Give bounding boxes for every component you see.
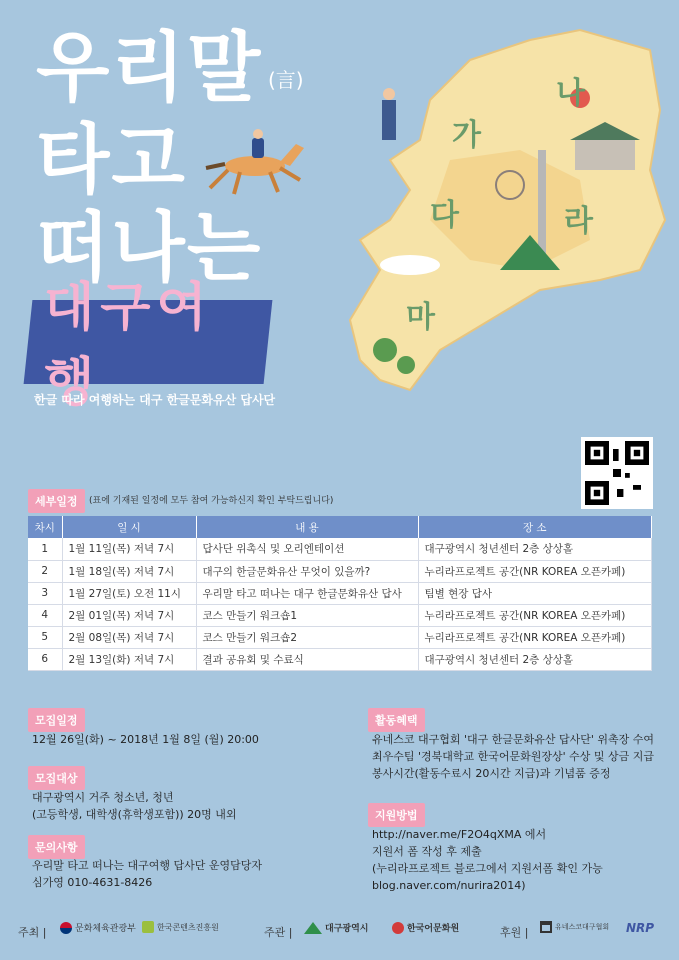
map-label-ma: 마	[406, 300, 435, 335]
row-place: 대구광역시 청년센터 2층 상상홀	[418, 648, 652, 670]
organizer-logo-2	[392, 921, 459, 934]
row-datetime: 2월 01일(목) 저녁 7시	[62, 604, 196, 626]
benefits-line3: 봉사시간(활동수료시 20시간 지급)과 기념품 증정	[372, 767, 611, 780]
map-label-ga: 가	[452, 118, 481, 153]
apply-line2: 지원서 폼 작성 후 제출	[372, 845, 482, 858]
table-row	[28, 582, 652, 604]
sponsor-label: 후원 |	[500, 926, 529, 939]
row-content: 코스 만들기 워크숍1	[196, 604, 418, 626]
daegu-map-illustration	[320, 20, 670, 400]
kocca-icon	[142, 921, 154, 933]
row-datetime: 1월 11일(목) 저녁 7시	[62, 538, 196, 560]
header-session: 차시	[28, 516, 62, 538]
taegeuk-icon	[60, 922, 72, 934]
footer	[0, 912, 679, 960]
apply-blog-url[interactable]: blog.naver.com/nurira2014)	[372, 879, 526, 892]
recruit-period-label: 모집일정	[28, 708, 85, 732]
row-content: 결과 공유회 및 수료식	[196, 648, 418, 670]
sponsor-name-1: 유네스코대구협회	[555, 923, 610, 931]
unesco-temple-icon	[540, 921, 552, 933]
benefits-line2: 최우수팀 '경북대학교 한국어문화원장상' 수상 및 상금 지급	[372, 750, 655, 763]
row-content: 우리말 타고 떠나는 대구 한글문화유산 답사	[196, 582, 418, 604]
title-line-1: 우리말	[36, 23, 263, 112]
row-place: 누리라프로젝트 공간(NR KOREA 오픈카페)	[418, 626, 652, 648]
recruit-target-line2: (고등학생, 대학생(휴학생포함)) 20명 내외	[32, 808, 237, 821]
schedule-label: 세부일정	[28, 489, 85, 513]
header-content: 내 용	[196, 516, 418, 538]
contact-line1: 우리말 타고 떠나는 대구여행 답사단 운영담당자	[32, 859, 263, 872]
host-logo-1	[60, 921, 136, 934]
organizer-label: 주관 |	[264, 926, 293, 939]
benefits-line1: 유네스코 대구협회 '대구 한글문화유산 답사단' 위촉장 수여	[372, 733, 655, 746]
recruit-target-label: 모집대상	[28, 766, 85, 790]
table-row	[28, 538, 652, 560]
row-place: 팀별 현장 답사	[418, 582, 652, 604]
korean-language-center-icon	[392, 922, 404, 934]
benefits-label: 활동혜택	[368, 708, 425, 732]
qr-code[interactable]	[581, 437, 653, 509]
row-content: 대구의 한글문화유산 무엇이 있을까?	[196, 560, 418, 582]
schedule-table	[28, 516, 652, 671]
organizer-logo-1	[304, 921, 368, 934]
host-name-2: 한국콘텐츠진흥원	[157, 922, 219, 932]
row-session: 6	[28, 648, 62, 670]
table-row	[28, 560, 652, 582]
apply-line3: (누리라프로젝트 블로그에서 지원서폼 확인 가능	[372, 862, 603, 875]
row-session: 3	[28, 582, 62, 604]
contact-label: 문의사항	[28, 835, 85, 859]
apply-url[interactable]: http://naver.me/F2O4qXMA 에서	[372, 828, 547, 841]
schedule-note: (표에 기재된 일정에 모두 참여 가능하신지 확인 부탁드립니다)	[89, 496, 334, 506]
row-datetime: 1월 18일(목) 저녁 7시	[62, 560, 196, 582]
map-label-da: 다	[430, 198, 459, 233]
title-hanja: (言)	[268, 68, 304, 92]
recruit-period-text: 12월 26일(화) ~ 2018년 1월 8일 (월) 20:00	[32, 733, 259, 746]
horse-rider-illustration	[200, 128, 310, 198]
row-session: 2	[28, 560, 62, 582]
sponsor-logo-2	[626, 921, 654, 935]
title-line-3: 떠나는	[36, 203, 263, 292]
sponsor-logo-1	[540, 921, 609, 933]
brush-title: 대구여행	[44, 277, 213, 413]
contact-line2[interactable]: 심가영 010-4631-8426	[32, 876, 153, 889]
organizer-name-2: 한국어문화원	[407, 924, 460, 934]
row-session: 1	[28, 538, 62, 560]
map-label-ra: 라	[564, 204, 593, 239]
apply-label: 지원방법	[368, 803, 425, 827]
row-datetime: 2월 08일(목) 저녁 7시	[62, 626, 196, 648]
table-row	[28, 626, 652, 648]
row-session: 5	[28, 626, 62, 648]
row-content: 코스 만들기 워크숍2	[196, 626, 418, 648]
row-datetime: 1월 27일(토) 오전 11시	[62, 582, 196, 604]
host-label: 주최 |	[18, 926, 47, 939]
schedule-header-row	[28, 516, 652, 538]
map-label-na: 나	[556, 76, 585, 111]
row-datetime: 2월 13일(화) 저녁 7시	[62, 648, 196, 670]
row-place: 누리라프로젝트 공간(NR KOREA 오픈카페)	[418, 604, 652, 626]
sponsor-name-2: NRP	[626, 921, 655, 935]
host-logo-2	[142, 921, 219, 933]
header-place: 장 소	[418, 516, 652, 538]
row-place: 대구광역시 청년센터 2층 상상홀	[418, 538, 652, 560]
subtitle: 한글 따라 여행하는 대구 한글문화유산 답사단	[34, 393, 276, 407]
host-name-1: 문화체육관광부	[75, 924, 136, 934]
header-datetime: 일 시	[62, 516, 196, 538]
daegu-mountain-icon	[304, 922, 322, 934]
recruit-target-line1: 대구광역시 거주 청소년, 청년	[32, 791, 174, 804]
qr-code-pattern	[585, 441, 649, 505]
table-row	[28, 604, 652, 626]
table-row	[28, 648, 652, 670]
title-line-2: 타고	[36, 115, 187, 204]
row-session: 4	[28, 604, 62, 626]
organizer-name-1: 대구광역시	[325, 924, 369, 934]
row-place: 누리라프로젝트 공간(NR KOREA 오픈카페)	[418, 560, 652, 582]
row-content: 답사단 위촉식 및 오리엔테이션	[196, 538, 418, 560]
